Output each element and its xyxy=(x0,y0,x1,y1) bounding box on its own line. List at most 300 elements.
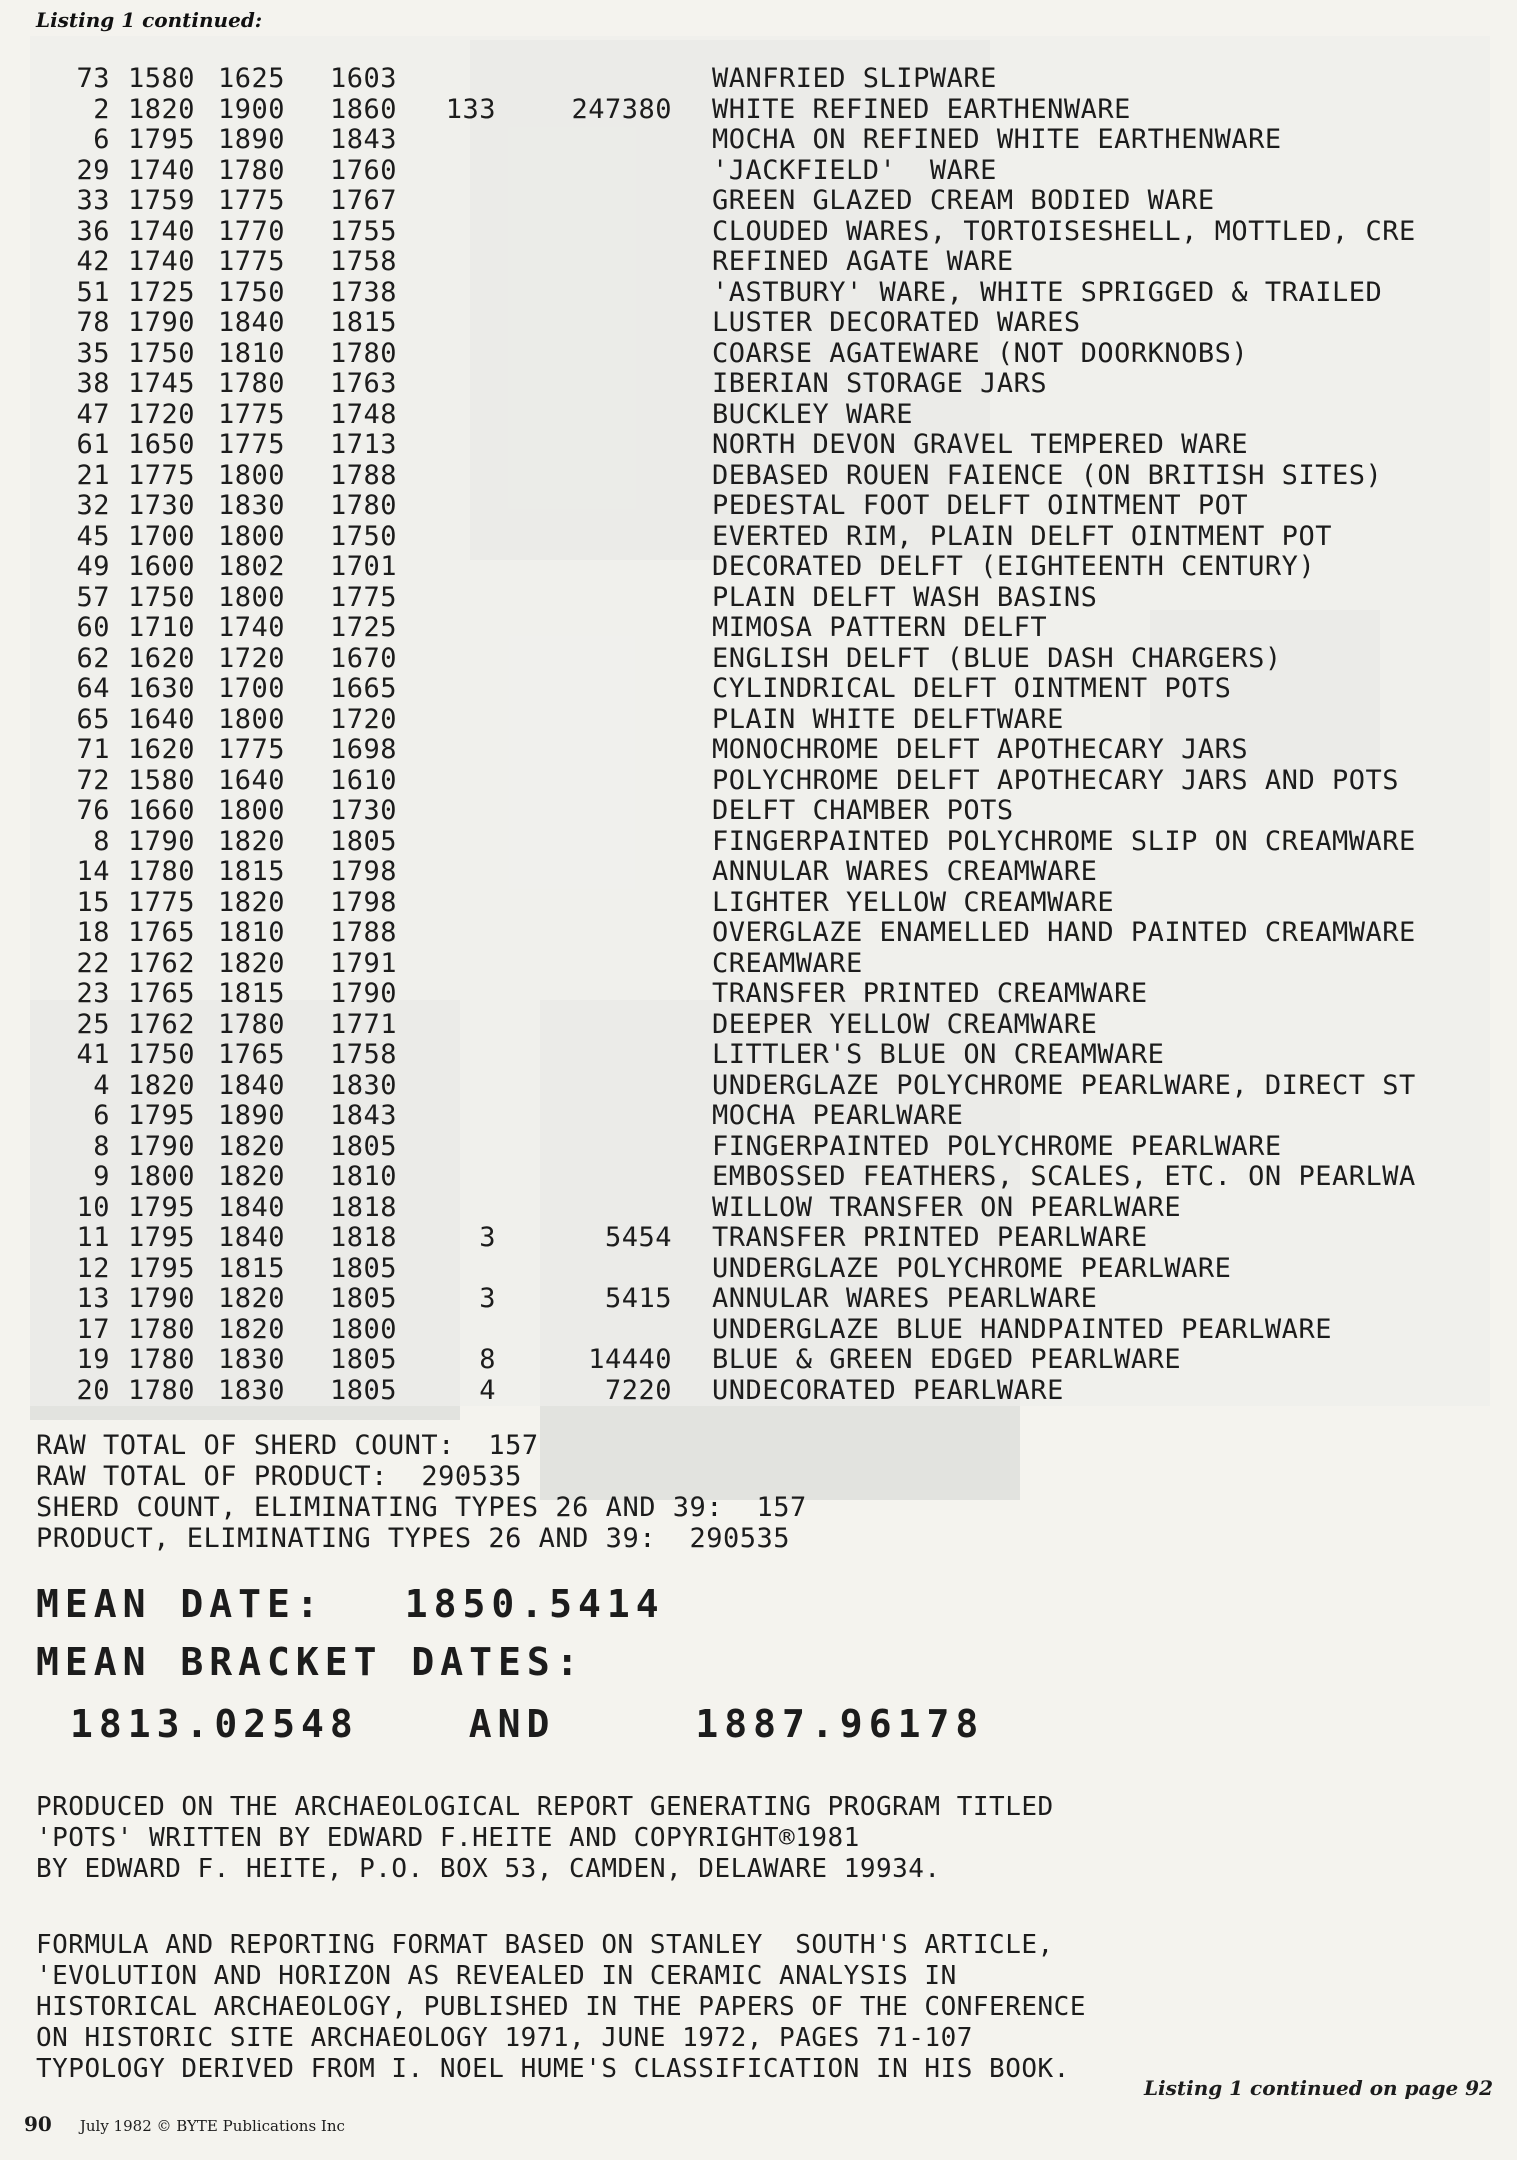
cell-cnt: 3 xyxy=(479,1283,496,1314)
cell-b: 1820 xyxy=(218,1130,286,1162)
cell-c: 1720 xyxy=(330,703,398,735)
cell-id: 49 xyxy=(76,551,110,582)
cell-c: 1818 xyxy=(330,1222,398,1253)
cell-b: 1775 xyxy=(218,429,286,460)
table-row xyxy=(30,1132,1490,1163)
cell-a: 1740 xyxy=(128,154,196,186)
cell-name: UNDERGLAZE BLUE HANDPAINTED PEARLWARE xyxy=(712,1313,1332,1345)
cell-c: 1798 xyxy=(330,856,398,887)
table-row xyxy=(30,1162,1490,1193)
table-row xyxy=(30,552,1490,583)
table-row xyxy=(30,1223,1490,1254)
cell-b: 1820 xyxy=(218,886,286,918)
cell-b: 1815 xyxy=(218,978,286,1009)
cell-a: 1640 xyxy=(128,703,196,735)
cell-b: 1740 xyxy=(218,612,286,643)
cell-b: 1800 xyxy=(218,459,286,491)
formula-paragraph xyxy=(36,1930,1086,2085)
cell-name: TRANSFER PRINTED CREAMWARE xyxy=(712,978,1148,1009)
cell-id: 62 xyxy=(76,642,110,674)
cell-c: 1805 xyxy=(330,1344,398,1375)
cell-a: 1790 xyxy=(128,1130,196,1162)
cell-a: 1620 xyxy=(128,734,196,765)
table-row xyxy=(30,491,1490,522)
table-row xyxy=(30,888,1490,919)
cell-id: 14 xyxy=(76,856,110,887)
cell-c: 1800 xyxy=(330,1313,398,1345)
cell-b: 1830 xyxy=(218,1344,286,1375)
formula-line: HISTORICAL ARCHAEOLOGY, PUBLISHED IN THE PAPERS OF THE CONFERENCE xyxy=(36,1992,1086,2022)
credit-line: PRODUCED ON THE ARCHAEOLOGICAL REPORT GENERATING PROGRAM TITLED xyxy=(36,1792,1054,1822)
credits-paragraph xyxy=(36,1792,1054,1885)
cell-cnt: 4 xyxy=(479,1374,496,1406)
cell-a: 1745 xyxy=(128,368,196,399)
cell-a: 1740 xyxy=(128,215,196,247)
cell-a: 1780 xyxy=(128,1313,196,1345)
cell-a: 1740 xyxy=(128,246,196,277)
bracket-high: 1887.96178 xyxy=(695,1702,985,1746)
formula-line: TYPOLOGY DERIVED FROM I. NOEL HUME'S CLASSIFICATION IN HIS BOOK. xyxy=(36,2054,1070,2084)
cell-a: 1660 xyxy=(128,795,196,826)
cell-name: WANFRIED SLIPWARE xyxy=(712,63,997,94)
cell-c: 1603 xyxy=(330,63,398,94)
cell-b: 1810 xyxy=(218,337,286,369)
cell-b: 1780 xyxy=(218,1008,286,1040)
cell-id: 64 xyxy=(76,673,110,704)
cell-id: 6 xyxy=(93,124,110,155)
cell-b: 1815 xyxy=(218,856,286,887)
table-row xyxy=(30,766,1490,797)
cell-c: 1763 xyxy=(330,368,398,399)
table-row xyxy=(30,247,1490,278)
cell-c: 1755 xyxy=(330,215,398,247)
cell-name: PLAIN DELFT WASH BASINS xyxy=(712,581,1098,613)
page-footer xyxy=(24,2112,345,2136)
cell-c: 1791 xyxy=(330,947,398,979)
cell-b: 1770 xyxy=(218,215,286,247)
cell-name: EVERTED RIM, PLAIN DELFT OINTMENT POT xyxy=(712,520,1332,552)
table-row xyxy=(30,1101,1490,1132)
cell-c: 1805 xyxy=(330,1130,398,1162)
cell-name: WILLOW TRANSFER ON PEARLWARE xyxy=(712,1191,1182,1223)
cell-a: 1795 xyxy=(128,1222,196,1253)
cell-b: 1720 xyxy=(218,642,286,674)
cell-a: 1750 xyxy=(128,1039,196,1070)
cell-id: 33 xyxy=(76,185,110,216)
table-row xyxy=(30,278,1490,309)
cell-name: POLYCHROME DELFT APOTHECARY JARS AND POTS xyxy=(712,764,1399,796)
cell-c: 1665 xyxy=(330,673,398,704)
cell-a: 1580 xyxy=(128,63,196,94)
table-row xyxy=(30,1345,1490,1376)
cell-c: 1775 xyxy=(330,581,398,613)
cell-id: 32 xyxy=(76,490,110,521)
cell-id: 19 xyxy=(76,1344,110,1375)
cell-a: 1759 xyxy=(128,185,196,216)
cell-name: LITTLER'S BLUE ON CREAMWARE xyxy=(712,1039,1165,1070)
cell-id: 11 xyxy=(76,1222,110,1253)
cell-b: 1800 xyxy=(218,795,286,826)
table-row xyxy=(30,949,1490,980)
formula-line: FORMULA AND REPORTING FORMAT BASED ON STANLEY SOUTH'S ARTICLE, xyxy=(36,1930,1054,1960)
cell-id: 23 xyxy=(76,978,110,1009)
cell-b: 1815 xyxy=(218,1252,286,1284)
cell-c: 1738 xyxy=(330,276,398,308)
cell-id: 8 xyxy=(93,1130,110,1162)
cell-c: 1701 xyxy=(330,551,398,582)
cell-name: FINGERPAINTED POLYCHROME PEARLWARE xyxy=(712,1130,1282,1162)
cell-name: LIGHTER YELLOW CREAMWARE xyxy=(712,886,1115,918)
cell-cnt: 8 xyxy=(479,1344,496,1375)
cell-id: 57 xyxy=(76,581,110,613)
cell-a: 1775 xyxy=(128,459,196,491)
cell-a: 1790 xyxy=(128,825,196,857)
table-row xyxy=(30,705,1490,736)
cell-b: 1640 xyxy=(218,764,286,796)
cell-a: 1790 xyxy=(128,307,196,338)
mean-date-value: 1850.5414 xyxy=(404,1582,665,1626)
cell-a: 1710 xyxy=(128,612,196,643)
cell-c: 1767 xyxy=(330,185,398,216)
cell-b: 1820 xyxy=(218,1313,286,1345)
cell-name: NORTH DEVON GRAVEL TEMPERED WARE xyxy=(712,429,1249,460)
credit-line: 'POTS' WRITTEN BY EDWARD F.HEITE AND COPYRIGHT®1981 xyxy=(36,1823,860,1853)
cell-name: UNDERGLAZE POLYCHROME PEARLWARE xyxy=(712,1252,1232,1284)
cell-name: GREEN GLAZED CREAM BODIED WARE xyxy=(712,185,1215,216)
totals-block xyxy=(36,1430,807,1554)
table-row xyxy=(30,1376,1490,1407)
continued-note: Listing 1 continued on page 92 xyxy=(1143,2076,1493,2100)
cell-c: 1810 xyxy=(330,1161,398,1192)
cell-id: 15 xyxy=(76,886,110,918)
table-row xyxy=(30,979,1490,1010)
bracket-low: 1813.02548 xyxy=(70,1702,359,1746)
cell-c: 1830 xyxy=(330,1069,398,1101)
cell-name: IBERIAN STORAGE JARS xyxy=(712,368,1048,399)
cell-b: 1840 xyxy=(218,1191,286,1223)
cell-name: UNDERGLAZE POLYCHROME PEARLWARE, DIRECT ST xyxy=(712,1069,1416,1101)
cell-id: 21 xyxy=(76,459,110,491)
cell-a: 1762 xyxy=(128,947,196,979)
table-row xyxy=(30,308,1490,339)
cell-b: 1800 xyxy=(218,581,286,613)
bracket-joiner: AND xyxy=(468,1702,556,1746)
cell-b: 1780 xyxy=(218,368,286,399)
cell-id: 20 xyxy=(76,1374,110,1406)
cell-b: 1802 xyxy=(218,551,286,582)
table-row xyxy=(30,522,1490,553)
cell-c: 1748 xyxy=(330,398,398,430)
cell-id: 17 xyxy=(76,1313,110,1345)
cell-id: 72 xyxy=(76,764,110,796)
cell-id: 71 xyxy=(76,734,110,765)
listing-header: Listing 1 continued: xyxy=(36,8,263,32)
cell-cnt: 133 xyxy=(445,93,496,125)
cell-id: 73 xyxy=(76,63,110,94)
formula-line: ON HISTORIC SITE ARCHAEOLOGY 1971, JUNE 1972, PAGES 71-107 xyxy=(36,2023,973,2053)
table-row xyxy=(30,583,1490,614)
table-row xyxy=(30,369,1490,400)
cell-name: COARSE AGATEWARE (NOT DOORKNOBS) xyxy=(712,337,1249,369)
cell-b: 1890 xyxy=(218,124,286,155)
cell-a: 1765 xyxy=(128,917,196,948)
cell-prod: 247380 xyxy=(571,93,672,125)
cell-b: 1890 xyxy=(218,1100,286,1131)
mean-bracket-label: MEAN BRACKET DATES: xyxy=(36,1640,585,1684)
cell-c: 1670 xyxy=(330,642,398,674)
cell-a: 1795 xyxy=(128,1252,196,1284)
cell-b: 1775 xyxy=(218,398,286,430)
cell-c: 1805 xyxy=(330,1252,398,1284)
table-row xyxy=(30,827,1490,858)
table-row xyxy=(30,674,1490,705)
formula-line: 'EVOLUTION AND HORIZON AS REVEALED IN CERAMIC ANALYSIS IN xyxy=(36,1961,957,1991)
cell-b: 1765 xyxy=(218,1039,286,1070)
cell-id: 10 xyxy=(76,1191,110,1223)
cell-name: FINGERPAINTED POLYCHROME SLIP ON CREAMWARE xyxy=(712,825,1416,857)
cell-id: 29 xyxy=(76,154,110,186)
cell-id: 4 xyxy=(93,1069,110,1101)
cell-cnt: 3 xyxy=(479,1222,496,1253)
footer-text: July 1982 © BYTE Publications Inc xyxy=(79,2117,345,2135)
table-row xyxy=(30,186,1490,217)
total-line: SHERD COUNT, ELIMINATING TYPES 26 AND 39: 157 xyxy=(36,1492,807,1523)
cell-id: 42 xyxy=(76,246,110,277)
table-row xyxy=(30,644,1490,675)
cell-c: 1780 xyxy=(330,490,398,521)
cell-id: 78 xyxy=(76,307,110,338)
cell-name: CYLINDRICAL DELFT OINTMENT POTS xyxy=(712,673,1232,704)
cell-id: 38 xyxy=(76,368,110,399)
cell-b: 1840 xyxy=(218,1069,286,1101)
cell-id: 65 xyxy=(76,703,110,735)
cell-id: 41 xyxy=(76,1039,110,1070)
cell-id: 6 xyxy=(93,1100,110,1131)
table-row xyxy=(30,156,1490,187)
cell-a: 1580 xyxy=(128,764,196,796)
cell-a: 1600 xyxy=(128,551,196,582)
cell-c: 1798 xyxy=(330,886,398,918)
cell-b: 1820 xyxy=(218,825,286,857)
cell-c: 1610 xyxy=(330,764,398,796)
cell-b: 1810 xyxy=(218,917,286,948)
cell-name: MONOCHROME DELFT APOTHECARY JARS xyxy=(712,734,1249,765)
total-line: RAW TOTAL OF SHERD COUNT: 157 xyxy=(36,1430,539,1461)
cell-b: 1840 xyxy=(218,1222,286,1253)
cell-id: 9 xyxy=(93,1161,110,1192)
cell-name: 'JACKFIELD' WARE xyxy=(712,154,997,186)
cell-a: 1795 xyxy=(128,1100,196,1131)
table-row xyxy=(30,1284,1490,1315)
cell-id: 36 xyxy=(76,215,110,247)
cell-a: 1775 xyxy=(128,886,196,918)
cell-c: 1730 xyxy=(330,795,398,826)
table-row xyxy=(30,430,1490,461)
mean-bracket-values xyxy=(70,1702,984,1746)
cell-id: 47 xyxy=(76,398,110,430)
cell-c: 1815 xyxy=(330,307,398,338)
table-row xyxy=(30,1040,1490,1071)
cell-b: 1700 xyxy=(218,673,286,704)
cell-name: EMBOSSED FEATHERS, SCALES, ETC. ON PEARLWA xyxy=(712,1161,1416,1192)
cell-id: 13 xyxy=(76,1283,110,1314)
table-row xyxy=(30,1254,1490,1285)
credit-line: BY EDWARD F. HEITE, P.O. BOX 53, CAMDEN, DELAWARE 19934. xyxy=(36,1854,941,1884)
table-row xyxy=(30,461,1490,492)
cell-a: 1750 xyxy=(128,581,196,613)
cell-b: 1820 xyxy=(218,947,286,979)
page-number: 90 xyxy=(24,2112,52,2136)
cell-name: LUSTER DECORATED WARES xyxy=(712,307,1081,338)
cell-name: OVERGLAZE ENAMELLED HAND PAINTED CREAMWARE xyxy=(712,917,1416,948)
cell-name: BLUE & GREEN EDGED PEARLWARE xyxy=(712,1344,1182,1375)
table-row xyxy=(30,796,1490,827)
cell-id: 2 xyxy=(93,93,110,125)
cell-prod: 7220 xyxy=(604,1374,672,1406)
cell-b: 1830 xyxy=(218,490,286,521)
cell-name: MIMOSA PATTERN DELFT xyxy=(712,612,1048,643)
cell-b: 1820 xyxy=(218,1283,286,1314)
cell-c: 1771 xyxy=(330,1008,398,1040)
cell-c: 1805 xyxy=(330,1374,398,1406)
table-row xyxy=(30,1010,1490,1041)
cell-c: 1860 xyxy=(330,93,398,125)
cell-name: BUCKLEY WARE xyxy=(712,398,914,430)
cell-a: 1650 xyxy=(128,429,196,460)
cell-name: DECORATED DELFT (EIGHTEENTH CENTURY) xyxy=(712,551,1316,582)
cell-a: 1720 xyxy=(128,398,196,430)
cell-c: 1818 xyxy=(330,1191,398,1223)
cell-id: 8 xyxy=(93,825,110,857)
cell-name: ANNULAR WARES CREAMWARE xyxy=(712,856,1098,887)
table-row xyxy=(30,918,1490,949)
cell-id: 76 xyxy=(76,795,110,826)
cell-a: 1700 xyxy=(128,520,196,552)
cell-c: 1788 xyxy=(330,459,398,491)
cell-id: 22 xyxy=(76,947,110,979)
cell-c: 1725 xyxy=(330,612,398,643)
cell-name: CREAMWARE xyxy=(712,947,863,979)
cell-b: 1780 xyxy=(218,154,286,186)
cell-a: 1820 xyxy=(128,93,196,125)
cell-b: 1775 xyxy=(218,246,286,277)
cell-prod: 5454 xyxy=(604,1222,672,1253)
cell-name: TRANSFER PRINTED PEARLWARE xyxy=(712,1222,1148,1253)
cell-c: 1788 xyxy=(330,917,398,948)
cell-a: 1790 xyxy=(128,1283,196,1314)
cell-name: UNDECORATED PEARLWARE xyxy=(712,1374,1064,1406)
table-row xyxy=(30,217,1490,248)
cell-name: ENGLISH DELFT (BLUE DASH CHARGERS) xyxy=(712,642,1282,674)
cell-name: MOCHA PEARLWARE xyxy=(712,1100,964,1131)
cell-b: 1775 xyxy=(218,734,286,765)
cell-name: ANNULAR WARES PEARLWARE xyxy=(712,1283,1098,1314)
cell-id: 45 xyxy=(76,520,110,552)
table-row xyxy=(30,1071,1490,1102)
cell-prod: 5415 xyxy=(604,1283,672,1314)
mean-date-label: MEAN DATE: xyxy=(36,1582,325,1626)
table-row xyxy=(30,735,1490,766)
cell-name: PEDESTAL FOOT DELFT OINTMENT POT xyxy=(712,490,1249,521)
cell-a: 1820 xyxy=(128,1069,196,1101)
cell-a: 1795 xyxy=(128,1191,196,1223)
cell-b: 1800 xyxy=(218,520,286,552)
table-row xyxy=(30,1193,1490,1224)
cell-id: 61 xyxy=(76,429,110,460)
cell-name: DELFT CHAMBER POTS xyxy=(712,795,1014,826)
cell-prod: 14440 xyxy=(588,1344,672,1375)
cell-a: 1765 xyxy=(128,978,196,1009)
cell-c: 1698 xyxy=(330,734,398,765)
cell-a: 1630 xyxy=(128,673,196,704)
cell-id: 51 xyxy=(76,276,110,308)
cell-c: 1790 xyxy=(330,978,398,1009)
cell-name: REFINED AGATE WARE xyxy=(712,246,1014,277)
cell-id: 12 xyxy=(76,1252,110,1284)
cell-a: 1730 xyxy=(128,490,196,521)
cell-c: 1805 xyxy=(330,825,398,857)
cell-c: 1758 xyxy=(330,1039,398,1070)
cell-id: 35 xyxy=(76,337,110,369)
cell-c: 1780 xyxy=(330,337,398,369)
cell-b: 1800 xyxy=(218,703,286,735)
cell-a: 1780 xyxy=(128,1344,196,1375)
cell-b: 1625 xyxy=(218,63,286,94)
cell-a: 1780 xyxy=(128,1374,196,1406)
cell-b: 1750 xyxy=(218,276,286,308)
table-row xyxy=(30,339,1490,370)
cell-a: 1795 xyxy=(128,124,196,155)
cell-a: 1725 xyxy=(128,276,196,308)
cell-c: 1750 xyxy=(330,520,398,552)
cell-id: 25 xyxy=(76,1008,110,1040)
cell-c: 1843 xyxy=(330,124,398,155)
table-row xyxy=(30,613,1490,644)
cell-c: 1843 xyxy=(330,1100,398,1131)
cell-b: 1820 xyxy=(218,1161,286,1192)
cell-name: DEBASED ROUEN FAIENCE (ON BRITISH SITES) xyxy=(712,459,1383,491)
cell-a: 1800 xyxy=(128,1161,196,1192)
cell-id: 18 xyxy=(76,917,110,948)
cell-c: 1760 xyxy=(330,154,398,186)
cell-b: 1840 xyxy=(218,307,286,338)
cell-c: 1713 xyxy=(330,429,398,460)
cell-name: DEEPER YELLOW CREAMWARE xyxy=(712,1008,1098,1040)
listing-printout xyxy=(30,36,1490,1406)
total-line: PRODUCT, ELIMINATING TYPES 26 AND 39: 290535 xyxy=(36,1523,790,1554)
table-row xyxy=(30,64,1490,95)
cell-a: 1762 xyxy=(128,1008,196,1040)
cell-name: 'ASTBURY' WARE, WHITE SPRIGGED & TRAILED xyxy=(712,276,1383,308)
cell-name: CLOUDED WARES, TORTOISESHELL, MOTTLED, CRE xyxy=(712,215,1416,247)
cell-b: 1775 xyxy=(218,185,286,216)
cell-a: 1750 xyxy=(128,337,196,369)
table-row xyxy=(30,125,1490,156)
cell-name: MOCHA ON REFINED WHITE EARTHENWARE xyxy=(712,124,1282,155)
cell-c: 1805 xyxy=(330,1283,398,1314)
cell-b: 1900 xyxy=(218,93,286,125)
cell-b: 1830 xyxy=(218,1374,286,1406)
cell-a: 1780 xyxy=(128,856,196,887)
ceramic-type-table xyxy=(30,36,1490,1406)
cell-a: 1620 xyxy=(128,642,196,674)
table-row xyxy=(30,1315,1490,1346)
table-row xyxy=(30,857,1490,888)
cell-name: PLAIN WHITE DELFTWARE xyxy=(712,703,1064,735)
cell-id: 60 xyxy=(76,612,110,643)
mean-date-line xyxy=(36,1582,665,1626)
table-row xyxy=(30,400,1490,431)
